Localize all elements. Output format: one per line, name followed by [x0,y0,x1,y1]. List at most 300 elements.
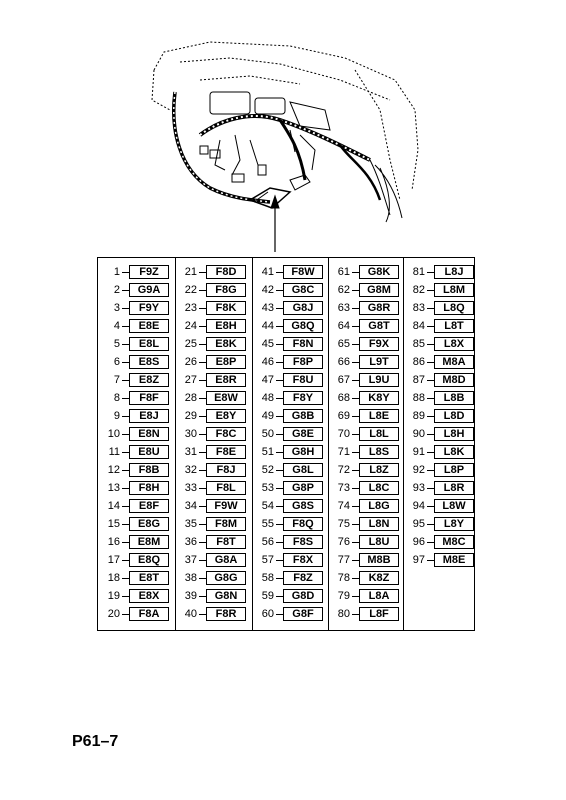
pin-row [252,263,328,281]
pin-row [328,389,404,407]
pin-number: 78 [337,572,350,584]
pin-number: 65 [337,338,350,350]
pin-leader-line [199,326,206,327]
pin-number: 17 [107,554,120,566]
pin-number: 18 [107,572,120,584]
wire-code-box: L8T [434,319,474,333]
pin-number: 12 [107,464,120,476]
wire-code-box: L8Y [434,517,474,531]
pin-number: 90 [412,428,425,440]
wire-code-box: E8R [206,373,246,387]
pin-leader-line [427,488,434,489]
pin-leader-line [352,506,359,507]
pin-row [175,515,251,533]
pin-row [175,587,251,605]
pin-number: 66 [337,356,350,368]
wire-code-box: G8N [206,589,246,603]
pin-number: 94 [412,500,425,512]
pin-leader-line [352,290,359,291]
pin-number: 42 [261,284,274,296]
pin-column [403,263,479,569]
pin-number: 77 [337,554,350,566]
pin-leader-line [199,614,206,615]
pin-number: 14 [107,500,120,512]
pin-number: 82 [412,284,425,296]
pin-leader-line [427,290,434,291]
pin-leader-line [122,344,129,345]
pin-number: 93 [412,482,425,494]
pin-leader-line [352,470,359,471]
pin-leader-line [276,596,283,597]
pin-leader-line [352,362,359,363]
pin-leader-line [352,326,359,327]
pin-leader-line [199,470,206,471]
pin-row [252,443,328,461]
pin-leader-line [276,452,283,453]
wire-code-box: L8X [434,337,474,351]
pin-number: 67 [337,374,350,386]
pin-number: 2 [113,284,120,296]
pin-row [403,317,479,335]
pin-row [175,407,251,425]
pin-leader-line [199,290,206,291]
pin-number: 34 [184,500,197,512]
pin-row [175,389,251,407]
pin-leader-line [122,596,129,597]
wire-code-box: G8R [359,301,399,315]
wire-code-box: F8S [283,535,323,549]
pin-number: 43 [261,302,274,314]
pin-leader-line [276,578,283,579]
pin-leader-line [199,272,206,273]
pin-number: 53 [261,482,274,494]
pin-row [98,443,174,461]
pin-number: 61 [337,266,350,278]
pin-number: 39 [184,590,197,602]
pin-leader-line [427,362,434,363]
pin-leader-line [199,380,206,381]
pin-number: 4 [113,320,120,332]
pin-row [252,605,328,623]
wire-code-box: E8W [206,391,246,405]
pin-number: 27 [184,374,197,386]
pin-leader-line [199,308,206,309]
wire-code-box: G8E [283,427,323,441]
pin-leader-line [199,398,206,399]
pin-row [175,317,251,335]
pin-number: 92 [412,464,425,476]
pin-number: 8 [113,392,120,404]
pin-leader-line [276,380,283,381]
pin-leader-line [199,524,206,525]
pin-leader-line [427,434,434,435]
pin-row [252,353,328,371]
pin-leader-line [276,488,283,489]
pin-row [175,443,251,461]
wire-code-box: G8F [283,607,323,621]
pin-number: 57 [261,554,274,566]
pin-leader-line [122,380,129,381]
pin-leader-line [352,560,359,561]
pin-leader-line [199,344,206,345]
wire-code-box: F8B [129,463,169,477]
pin-leader-line [352,614,359,615]
wire-code-box: F9Z [129,265,169,279]
pin-number: 44 [261,320,274,332]
pin-leader-line [427,470,434,471]
wire-code-box: E8Q [129,553,169,567]
wire-code-box: F8L [206,481,246,495]
page-label: P61–7 [72,733,119,750]
pin-number: 6 [113,356,120,368]
wire-code-box: L8Z [359,463,399,477]
pin-leader-line [427,344,434,345]
pin-number: 7 [113,374,120,386]
pin-row [403,515,479,533]
pin-row [403,425,479,443]
wire-code-box: G8J [283,301,323,315]
wire-code-box: F8A [129,607,169,621]
pin-row [175,533,251,551]
pin-leader-line [427,542,434,543]
wire-code-box: L8H [434,427,474,441]
pin-row [403,281,479,299]
wire-code-box: G8H [283,445,323,459]
pin-number: 70 [337,428,350,440]
wire-code-box: F8Y [283,391,323,405]
wire-code-box: F8K [206,301,246,315]
pin-leader-line [427,560,434,561]
pin-leader-line [122,362,129,363]
pin-number: 45 [261,338,274,350]
pin-number: 46 [261,356,274,368]
pin-leader-line [122,398,129,399]
pin-number: 84 [412,320,425,332]
pin-leader-line [199,596,206,597]
pin-row [328,605,404,623]
wire-code-box: E8K [206,337,246,351]
pin-row [252,497,328,515]
wire-code-box: F8Q [283,517,323,531]
pin-leader-line [276,614,283,615]
pin-leader-line [276,344,283,345]
pin-row [98,335,174,353]
pin-number: 71 [337,446,350,458]
pin-row [98,515,174,533]
pin-leader-line [427,326,434,327]
pin-number: 31 [184,446,197,458]
pin-row [403,389,479,407]
pin-number: 51 [261,446,274,458]
pin-leader-line [276,362,283,363]
wire-code-box: G8L [283,463,323,477]
pin-leader-line [427,308,434,309]
pin-row [175,299,251,317]
wire-code-box: F8C [206,427,246,441]
pin-row [328,353,404,371]
pin-row [98,299,174,317]
pin-row [98,551,174,569]
pin-number: 63 [337,302,350,314]
pin-leader-line [352,488,359,489]
pin-column [98,263,174,623]
wire-code-box: E8Y [206,409,246,423]
pin-leader-line [427,524,434,525]
wire-code-box: L9T [359,355,399,369]
pin-row [98,587,174,605]
pin-row [175,461,251,479]
pin-leader-line [352,452,359,453]
pin-number: 38 [184,572,197,584]
pin-number: 3 [113,302,120,314]
pin-leader-line [352,344,359,345]
pin-row [175,335,251,353]
pin-leader-line [199,542,206,543]
pin-number: 30 [184,428,197,440]
pin-number: 21 [184,266,197,278]
pin-row [403,551,479,569]
wire-code-box: G8Q [283,319,323,333]
pin-leader-line [122,524,129,525]
pin-row [328,569,404,587]
pin-number: 10 [107,428,120,440]
pin-number: 5 [113,338,120,350]
pin-row [403,533,479,551]
pin-leader-line [352,380,359,381]
pin-number: 79 [337,590,350,602]
pin-row [403,497,479,515]
pin-leader-line [352,272,359,273]
pin-number: 95 [412,518,425,530]
pin-number: 59 [261,590,274,602]
pin-leader-line [276,308,283,309]
pin-number: 29 [184,410,197,422]
pin-leader-line [427,272,434,273]
wire-code-box: F8R [206,607,246,621]
wire-code-box: L8U [359,535,399,549]
wire-code-box: M8A [434,355,474,369]
wire-code-box: E8Z [129,373,169,387]
wire-code-box: K8Y [359,391,399,405]
pin-row [328,299,404,317]
pin-leader-line [352,308,359,309]
wire-code-box: F8D [206,265,246,279]
pin-row [98,425,174,443]
pin-leader-line [199,488,206,489]
wire-code-box: M8E [434,553,474,567]
wire-code-box: F9Y [129,301,169,315]
pin-leader-line [276,398,283,399]
wire-code-box: E8N [129,427,169,441]
pin-number: 74 [337,500,350,512]
wire-code-box: L8E [359,409,399,423]
wire-code-box: F8P [283,355,323,369]
wire-code-box: L8G [359,499,399,513]
pin-row [98,569,174,587]
pin-row [328,479,404,497]
pin-number: 80 [337,608,350,620]
wire-code-box: F8U [283,373,323,387]
pin-row [98,497,174,515]
wire-code-box: G9A [129,283,169,297]
pin-column [252,263,328,623]
pin-number: 72 [337,464,350,476]
pin-row [252,317,328,335]
pin-row [252,371,328,389]
pin-leader-line [352,416,359,417]
pin-leader-line [276,506,283,507]
pin-leader-line [122,308,129,309]
pin-number: 28 [184,392,197,404]
pin-leader-line [276,272,283,273]
pin-leader-line [276,326,283,327]
pin-row [328,461,404,479]
pin-row [175,551,251,569]
wire-code-box: L8A [359,589,399,603]
pin-leader-line [352,542,359,543]
pin-row [252,425,328,443]
pin-number: 91 [412,446,425,458]
pin-row [98,605,174,623]
pin-number: 32 [184,464,197,476]
pin-number: 76 [337,536,350,548]
pin-number: 54 [261,500,274,512]
pin-number: 81 [412,266,425,278]
pin-number: 86 [412,356,425,368]
pin-row [328,443,404,461]
wire-code-box: L8R [434,481,474,495]
wire-code-box: L8J [434,265,474,279]
wire-code-box: G8P [283,481,323,495]
pin-row [98,281,174,299]
pin-number: 40 [184,608,197,620]
pin-row [328,335,404,353]
pin-number: 33 [184,482,197,494]
pin-row [175,263,251,281]
pin-leader-line [427,416,434,417]
wire-code-box: M8C [434,535,474,549]
pin-row [175,425,251,443]
pin-row [175,605,251,623]
pin-row [403,443,479,461]
pin-leader-line [199,506,206,507]
pin-row [403,263,479,281]
pin-row [175,569,251,587]
pin-leader-line [427,380,434,381]
pin-number: 83 [412,302,425,314]
pin-number: 75 [337,518,350,530]
pin-row [252,551,328,569]
pin-number: 20 [107,608,120,620]
wire-code-box: L8B [434,391,474,405]
pin-row [328,551,404,569]
wire-code-box: F8H [129,481,169,495]
pin-leader-line [122,326,129,327]
pin-leader-line [122,578,129,579]
pin-number: 96 [412,536,425,548]
wire-code-box: G8C [283,283,323,297]
pin-leader-line [352,596,359,597]
pin-number: 11 [108,446,120,458]
pin-number: 1 [113,266,120,278]
pin-row [252,587,328,605]
pin-leader-line [199,452,206,453]
pin-number: 15 [107,518,120,530]
pin-leader-line [199,434,206,435]
pin-row [252,281,328,299]
pin-row [403,479,479,497]
pin-number: 52 [261,464,274,476]
pin-number: 85 [412,338,425,350]
wire-code-box: F9W [206,499,246,513]
wire-code-box: E8L [129,337,169,351]
pin-leader-line [276,470,283,471]
pin-number: 22 [184,284,197,296]
pin-leader-line [276,560,283,561]
pin-row [252,299,328,317]
pin-row [328,497,404,515]
pin-number: 41 [261,266,274,278]
pin-row [98,407,174,425]
pin-number: 48 [261,392,274,404]
wire-code-box: E8J [129,409,169,423]
wire-code-box: E8P [206,355,246,369]
pin-row [252,335,328,353]
pin-number: 26 [184,356,197,368]
pin-row [328,533,404,551]
pin-number: 64 [337,320,350,332]
pin-row [328,263,404,281]
pin-row [328,407,404,425]
wire-code-box: L8N [359,517,399,531]
wiring-harness-illustration [140,40,420,255]
pin-number: 23 [184,302,197,314]
wire-code-box: E8F [129,499,169,513]
pin-row [403,407,479,425]
wire-code-box: M8D [434,373,474,387]
pin-leader-line [122,470,129,471]
pin-number: 56 [261,536,274,548]
pin-leader-line [199,560,206,561]
wire-code-box: E8X [129,589,169,603]
pin-row [403,371,479,389]
pin-row [175,281,251,299]
wire-code-box: F8E [206,445,246,459]
pin-leader-line [122,560,129,561]
wire-code-box: G8A [206,553,246,567]
pin-row [98,389,174,407]
pin-row [328,425,404,443]
pin-row [403,299,479,317]
wire-code-box: F8N [283,337,323,351]
wire-code-box: F8T [206,535,246,549]
pin-number: 37 [184,554,197,566]
pin-number: 49 [261,410,274,422]
pin-row [252,407,328,425]
wire-code-box: L9U [359,373,399,387]
wire-code-box: L8Q [434,301,474,315]
pin-row [252,533,328,551]
wire-code-box: K8Z [359,571,399,585]
wire-code-box: L8D [434,409,474,423]
pin-number: 58 [261,572,274,584]
wire-code-box: F8J [206,463,246,477]
pin-row [175,497,251,515]
wire-code-box: G8B [283,409,323,423]
pin-number: 55 [261,518,274,530]
pin-column [328,263,404,623]
pin-number: 73 [337,482,350,494]
